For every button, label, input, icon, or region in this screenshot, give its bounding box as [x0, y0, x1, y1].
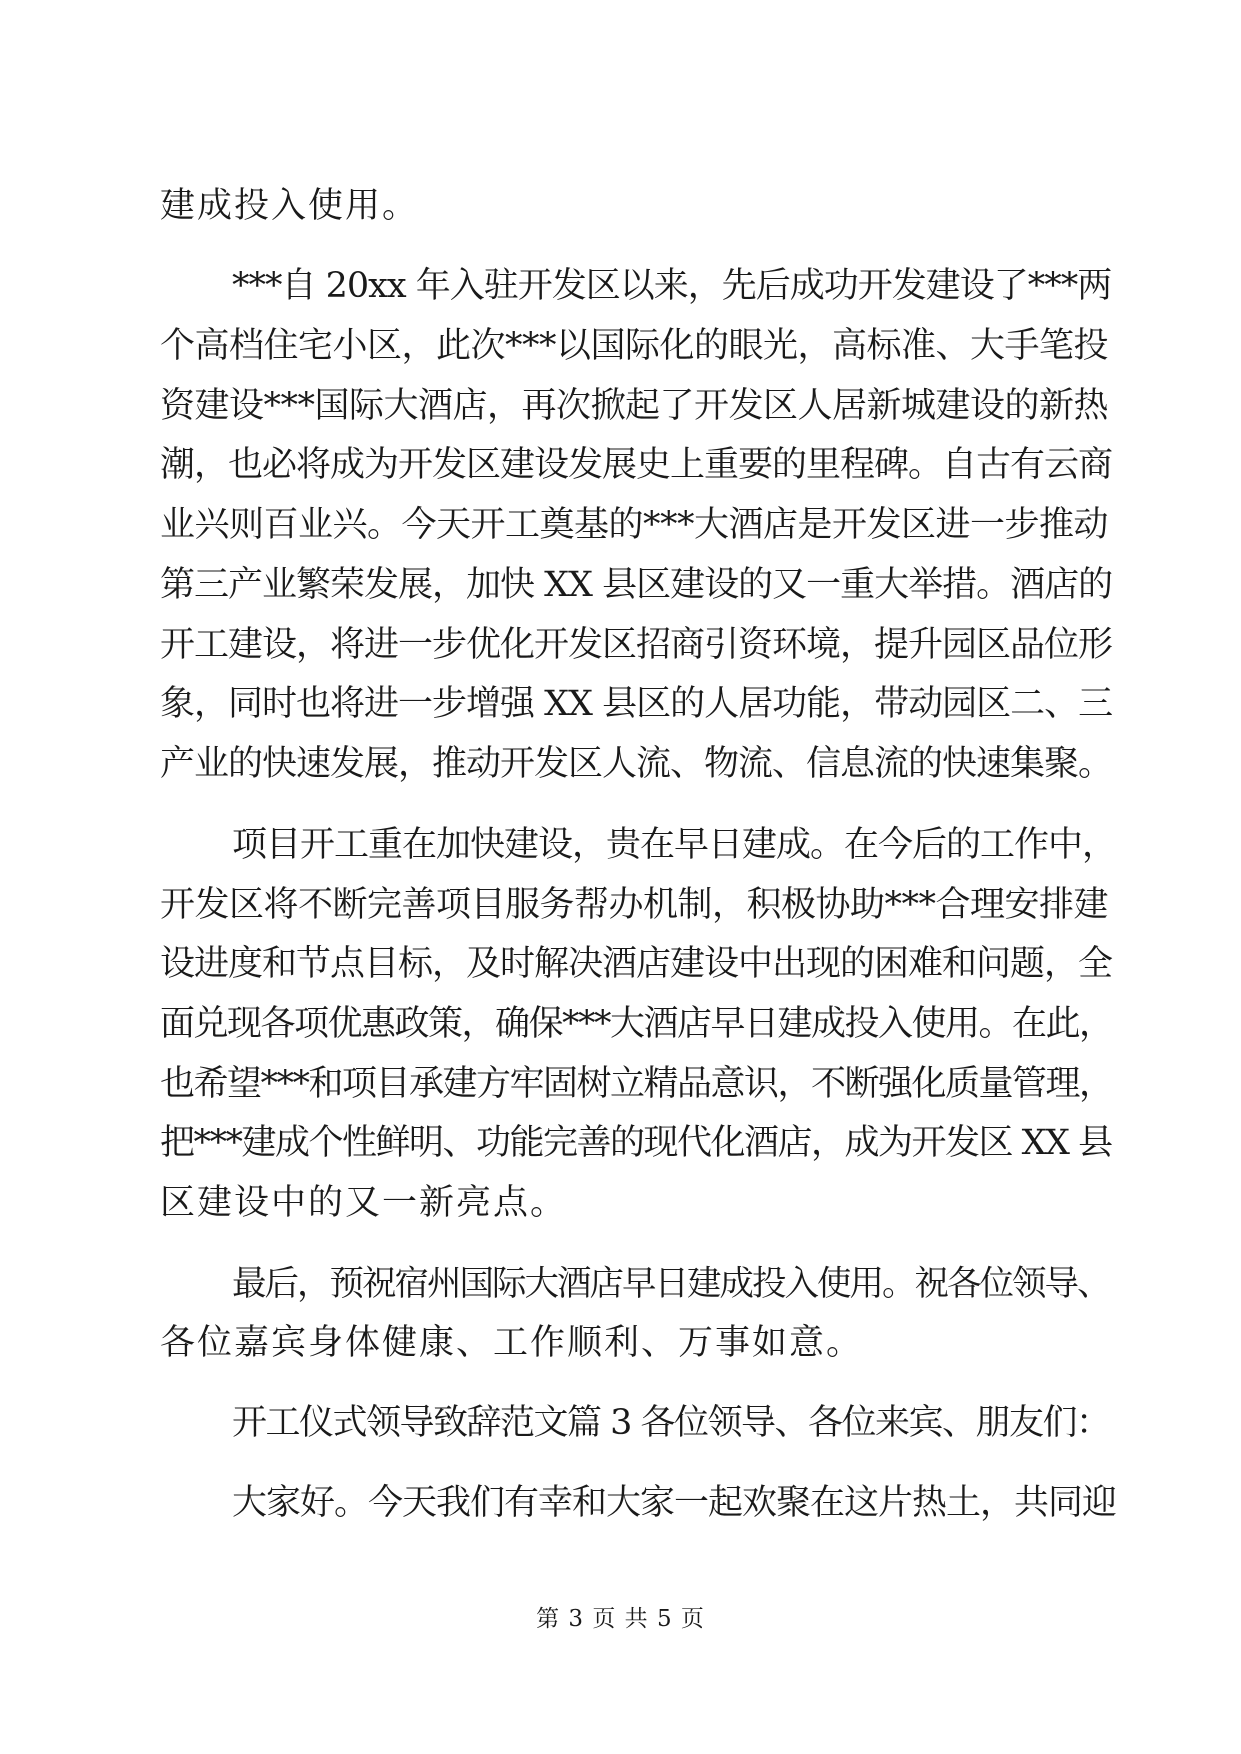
text-line-7: 第三产业繁荣发展，加快 XX 县区建设的又一重大举措。酒店的: [160, 565, 1113, 605]
text-line-15: 也希望***和项目承建方牢固树立精品意识，不断强化质量管理，: [160, 1064, 1113, 1104]
text-line-4: 资建设***国际大酒店，再次掀起了开发区人居新城建设的新热: [160, 386, 1109, 426]
text-line-14: 面兑现各项优惠政策，确保***大酒店早日建成投入使用。在此，: [160, 1004, 1113, 1044]
text-line-10: 产业的快速发展，推动开发区人流、物流、信息流的快速集聚。: [160, 744, 1113, 784]
page-number-footer: 第 3 页 共 5 页: [536, 1606, 705, 1632]
text-line-9: 象，同时也将进一步增强 XX 县区的人居功能，带动园区二、三: [160, 684, 1113, 724]
text-line-6: 业兴则百业兴。今天开工奠基的***大酒店是开发区进一步推动: [160, 505, 1109, 545]
text-line-21: 大家好。今天我们有幸和大家一起欢聚在这片热土，共同迎: [232, 1483, 1117, 1523]
text-line-11: 项目开工重在加快建设，贵在早日建成。在今后的工作中，: [232, 825, 1117, 865]
text-line-1: 建成投入使用。: [160, 186, 420, 226]
text-line-2: ***自 20xx 年入驻开发区以来，先后成功开发建设了***两: [232, 266, 1112, 306]
text-line-17: 区建设中的又一新亮点。: [160, 1183, 568, 1223]
text-line-13: 设进度和节点目标，及时解决酒店建设中出现的困难和问题，全: [160, 944, 1113, 984]
text-line-16: 把***建成个性鲜明、功能完善的现代化酒店，成为开发区 XX 县: [160, 1123, 1112, 1163]
text-line-19: 各位嘉宾身体健康、工作顺利、万事如意。: [160, 1323, 864, 1363]
text-line-18: 最后，预祝宿州国际大酒店早日建成投入使用。祝各位领导、: [232, 1264, 1110, 1304]
text-line-12: 开发区将不断完善项目服务帮办机制，积极协助***合理安排建: [160, 885, 1109, 925]
text-line-8: 开工建设，将进一步优化开发区招商引资环境，提升园区品位形: [160, 625, 1113, 665]
text-line-5: 潮，也必将成为开发区建设发展史上重要的里程碑。自古有云商: [160, 445, 1113, 485]
text-line-3: 个高档住宅小区，此次***以国际化的眼光，高标准、大手笔投: [160, 326, 1109, 366]
text-line-20: 开工仪式领导致辞范文篇 3 各位领导、各位来宾、朋友们：: [232, 1403, 1110, 1443]
